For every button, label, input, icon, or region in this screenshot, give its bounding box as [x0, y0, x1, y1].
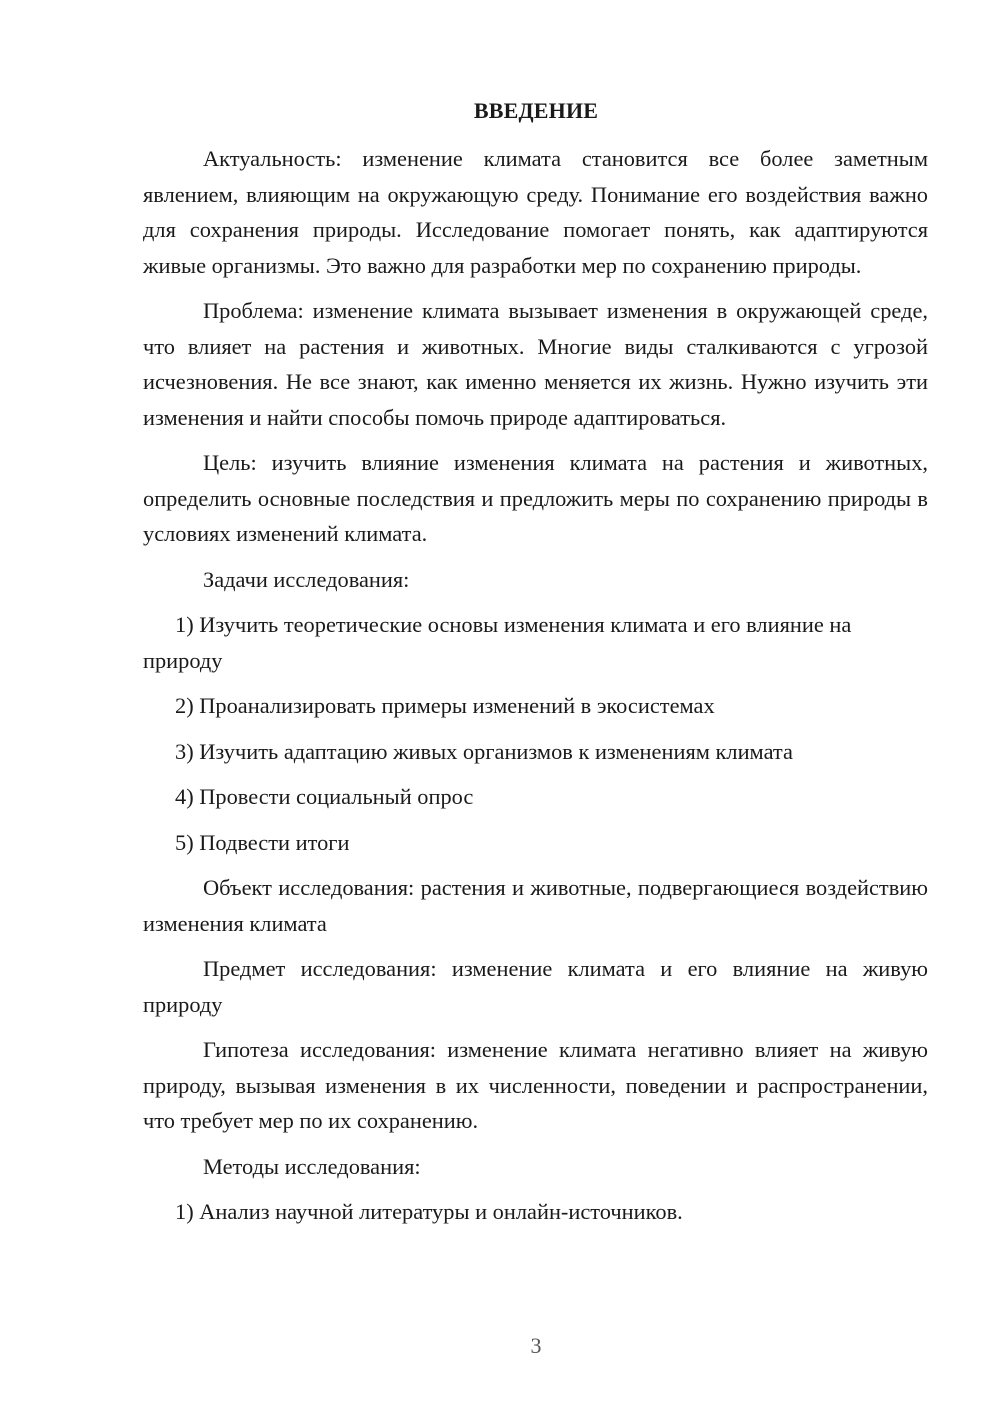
task-item: 5) Подвести итоги	[175, 829, 350, 855]
task-item: 2) Проанализировать примеры изменений в экосистемах	[175, 693, 715, 718]
method-item: 1) Анализ научной литературы и онлайн-источников.	[175, 1199, 683, 1224]
object-paragraph: Объект исследования: растения и животные, подвергающиеся воздействию изменения климата	[143, 875, 928, 936]
subject-paragraph: Предмет исследования: изменение климата и его влияние на живую природу	[143, 956, 928, 1017]
task-item: 1) Изучить теоретические основы изменения климата и его влияние на природу	[143, 612, 852, 673]
task-item: 4) Провести социальный опрос	[175, 784, 474, 809]
goal-paragraph: Цель: изучить влияние изменения климата на растения и животных, определить основные последствия и предложить меры по сохранению природы в условиях изменений климата.	[143, 450, 928, 546]
task-item: 3) Изучить адаптацию живых организмов к изменениям климата	[175, 738, 793, 764]
methods-heading: Методы исследования:	[203, 1153, 421, 1179]
page-number: 3	[530, 1333, 542, 1358]
section-title: ВВЕДЕНИЕ	[473, 98, 599, 123]
relevance-paragraph: Актуальность: изменение климата становится все более заметным явлением, влияющим на окружающую среду. Понимание его воздействия важно для сохранения природы. Исследование помогает понять, как адаптируются живые организмы. Это важно для разработки мер по сохранению природы.	[143, 146, 928, 278]
problem-paragraph: Проблема: изменение климата вызывает изменения в окружающей среде, что влияет на растения и животных. Многие виды сталкиваются с угрозой исчезновения. Не все знают, как именно меняется их жизнь. Нужно изучить эти изменения и найти способы помочь природе адаптироваться.	[143, 298, 928, 430]
hypothesis-paragraph: Гипотеза исследования: изменение климата негативно влияет на живую природу, вызывая изменения в их численности, поведении и распространении, что требует мер по их сохранению.	[143, 1037, 928, 1133]
document-body	[143, 141, 928, 1240]
tasks-heading: Задачи исследования:	[203, 566, 410, 592]
